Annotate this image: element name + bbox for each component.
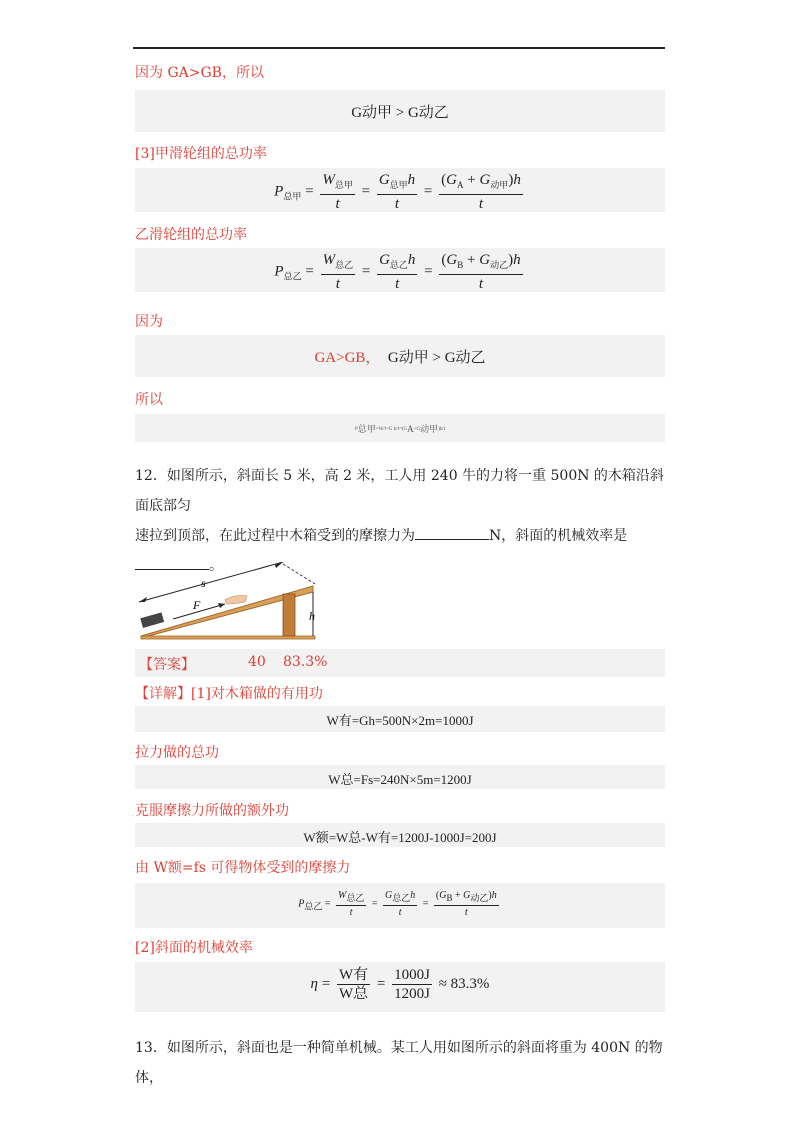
question-12-period: 。 [209, 558, 223, 574]
question-12-text-b: N，斜面的机械效率是 [489, 528, 628, 544]
formula-box-tiny [135, 414, 665, 442]
label-s: s [201, 576, 206, 590]
formula-power-small: $P_{总乙}$ = $\frac{W_{总乙}}{t}$ = $\frac{G_{总乙}h}{t}$ = $\frac{(G_B + G_{动乙})h}{t}$ [298, 890, 497, 918]
eff-num-2: 1000J [394, 967, 430, 983]
detail-heading: 【详解】[1]对木箱做的有用功 [135, 686, 323, 702]
formula-box-efficiency [135, 962, 665, 1012]
answer-value-2: 83.3% [283, 654, 328, 670]
formula-box-total [135, 765, 665, 789]
text-extra-work: 克服摩擦力所做的额外功 [135, 803, 289, 819]
question-13: 13．如图所示，斜面也是一种简单机械。某工人用如图所示的斜面将重为 400N 的物体， [135, 1040, 663, 1086]
eff-den-2: 1200J [394, 986, 430, 1002]
formula-ga-gb: GA>GB， [314, 350, 381, 366]
question-12-line-2 [135, 521, 667, 551]
formula-g-compare-2: G动甲 > G动乙 [387, 350, 486, 366]
answer-box [135, 649, 665, 677]
answer-blank-1[interactable] [415, 525, 489, 540]
force-arrow-head [218, 603, 225, 608]
text-power-a: [3]甲滑轮组的总功率 [135, 146, 267, 162]
incline-figure [133, 562, 323, 642]
question-12-line-1: 12．如图所示，斜面长 5 米，高 2 米，工人用 240 牛的力将一重 500N 的木箱沿斜面底部匀 [135, 468, 664, 514]
wooden-box [140, 612, 164, 628]
label-F: F [193, 598, 201, 612]
formula-box-power-b [135, 248, 665, 292]
eff-den-1: W总 [338, 986, 369, 1002]
text-therefore: 所以 [135, 392, 163, 408]
incline-base [141, 636, 315, 639]
length-arrow [139, 562, 283, 602]
text-friction: 由 W额=fs 可得物体受到的摩擦力 [135, 860, 351, 876]
question-12-text-a: 速拉到顶部，在此过程中木箱受到的摩擦力为 [135, 528, 415, 544]
formula-box-power-a [135, 168, 665, 212]
formula-power-b: $P_{总乙}$ = $\frac{W_{总乙}}{t}$ = $\frac{G_{总乙}h}{t}$ = $\frac{(G_B + G_{动乙})h}{t}$ [274, 252, 521, 292]
eff-num-1: W有 [338, 967, 369, 983]
formula-useful-work: W有=Gh=500N×2m=1000J [326, 713, 474, 728]
formula-box-useful [135, 706, 665, 732]
formula-total-work: W总=Fs=240N×5m=1200J [328, 772, 472, 787]
formula-g-compare: G动甲 > G动乙 [351, 105, 449, 121]
label-h: h [309, 609, 315, 623]
text-efficiency: [2]斜面的机械效率 [135, 940, 253, 956]
formula-tiny: $P_{总甲}=W/t=G$ $h/t=(G_A+G_{动甲})h/t$ [354, 424, 446, 434]
answer-label: 【答案】 [139, 657, 195, 673]
header-rule [133, 47, 665, 49]
formula-box-power-small [135, 883, 665, 928]
formula-extra-work: W额=W总-W有=1200J-1000J=200J [303, 830, 497, 845]
support-block [283, 594, 295, 636]
formula-power-a: $P_{总甲}$ = $\frac{W_{总甲}}{t}$ = $\frac{G_{总甲}h}{t}$ = $\frac{(G_A + G_{动甲})h}{t}$ [274, 172, 521, 212]
answer-value-1: 40 [248, 654, 266, 670]
text-power-b: 乙滑轮组的总功率 [135, 227, 247, 243]
dashed-guide [283, 564, 315, 584]
hand-icon [225, 596, 247, 605]
text-because-2: 因为 [135, 314, 163, 330]
formula-efficiency: η = $\frac{\text{W有}}{\text{W总}}$ = $\frac{1000J}{1200J}$ ≈ 83.3% [310, 967, 490, 1002]
formula-box-extra [135, 823, 665, 847]
text-total-work: 拉力做的总功 [135, 745, 219, 761]
formula-box-1 [135, 90, 665, 132]
eff-result: ≈ 83.3% [438, 975, 490, 992]
formula-compare-2 [135, 346, 665, 367]
text-because-1: 因为 GA>GB，所以 [135, 65, 264, 81]
formula-box-2 [135, 335, 665, 377]
